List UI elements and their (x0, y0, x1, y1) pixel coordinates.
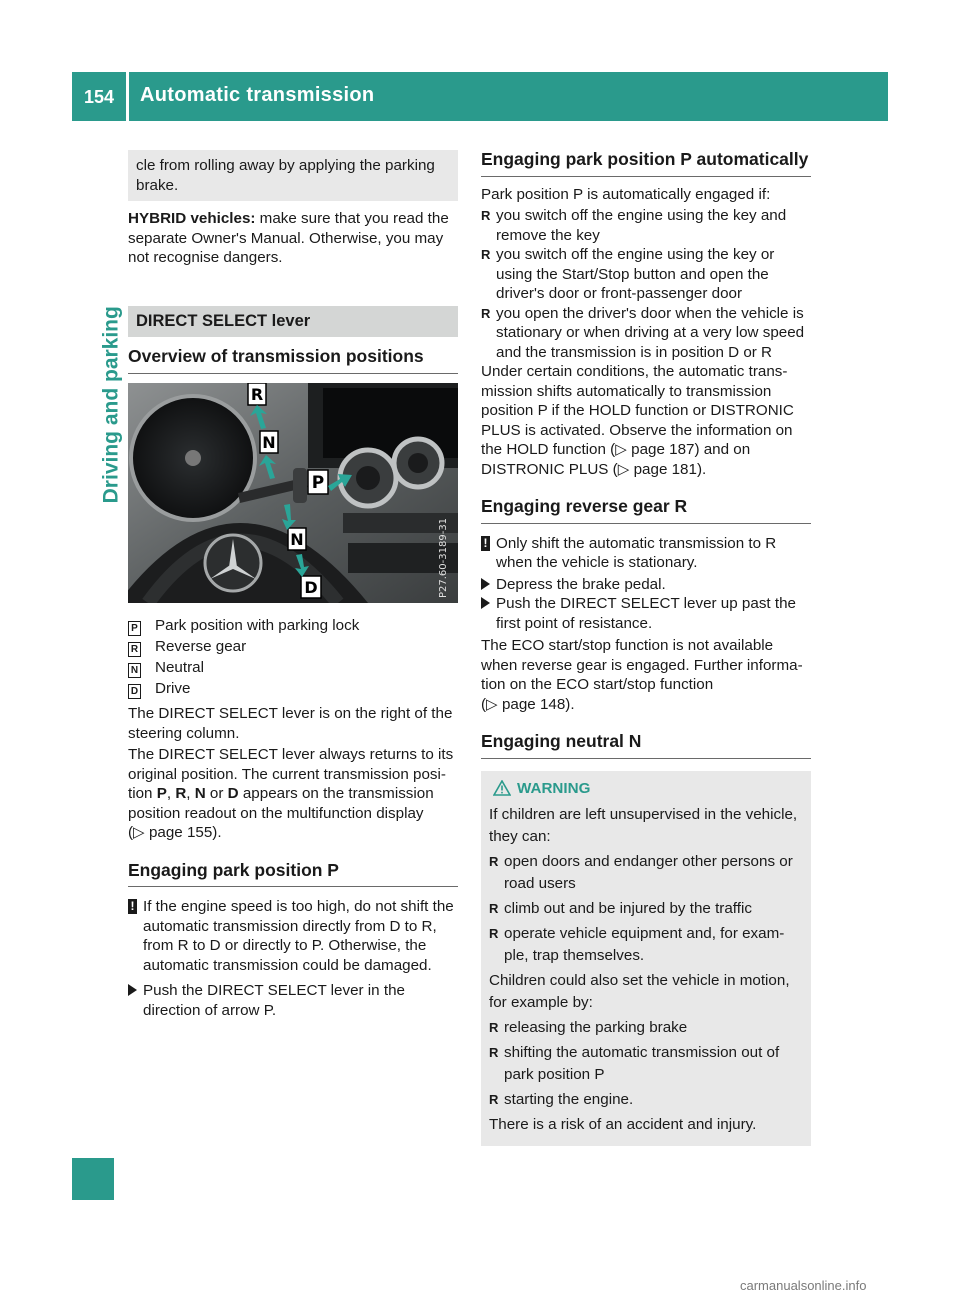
left-column (128, 150, 458, 1020)
warning-mid: Children could also set the vehicle in motion, for example by: (489, 971, 790, 1011)
list-item: R releasing the parking brake (489, 1017, 803, 1039)
photo-label-n-top: N (262, 432, 276, 452)
page-number: 154 (84, 87, 115, 107)
step-text: Push the DIRECT SELECT lever in the direction of arrow P. (143, 982, 405, 1019)
legend-text: Reverse gear (155, 638, 247, 655)
position-r-icon: R (128, 642, 141, 657)
continued-text: cle from rolling away by applying the parking brake. (136, 157, 435, 194)
page-ref-link[interactable]: (▷ page 148). (481, 695, 575, 713)
lever-photo-illustration (128, 383, 458, 603)
step-arrow-icon (481, 578, 490, 590)
page-ref-link[interactable]: (▷ page 155). (128, 824, 222, 841)
step-push-lever (128, 981, 458, 1020)
warning-box (481, 771, 811, 1146)
step-arrow-icon (128, 984, 137, 996)
legend-text: Neutral (155, 659, 204, 676)
exclamation-icon: ! (128, 899, 137, 914)
photo-code: P27.60-3189-31 (438, 517, 449, 598)
legend-text: Drive (155, 680, 191, 697)
list-item: R open doors and endanger other persons or road users (489, 851, 803, 895)
position-d-icon: D (128, 684, 141, 699)
header-divider (126, 72, 129, 121)
legend-item (128, 616, 458, 637)
lever-location-text: The DIRECT SELECT lever is on the right of the steering column. (128, 705, 453, 742)
notice-engine-speed (128, 897, 458, 975)
auto-shift-paragraph: Under certain conditions, the automatic trans- mission shifts automatically to transmission position P if the HOLD function or DISTRONIC PLUS is activated. Observe the information on the HOLD function (▷ page 187) and on DISTRONIC PLUS (▷ page 181). (481, 363, 794, 478)
photo-label-d: D (304, 577, 318, 597)
legend-text: Park position with parking lock (155, 617, 360, 634)
photo-label-p: P (311, 472, 325, 493)
section-bar-direct-select: DIRECT SELECT lever (128, 306, 458, 338)
watermark: carmanualsonline.info (740, 1278, 867, 1293)
eco-text: The ECO start/stop function is not available when reverse gear is engaged. Further informa- tion on the ECO start/stop function (481, 637, 803, 693)
list-item: R operate vehicle equipment and, for exam- ple, trap themselves. (489, 923, 803, 967)
list-item: R you open the driver's door when the vehicle is stationary or when driving at a very low speed and the transmission is in position D or R (481, 304, 811, 363)
notice-text: If the engine speed is too high, do not shift the automatic transmission directly from D to R, from R to D or directly to P. Otherwise, the automatic transmission could be damaged. (143, 898, 454, 974)
warning-outro: There is a risk of an accident and injury. (489, 1115, 757, 1133)
warning-title (489, 777, 803, 801)
hybrid-text: make sure that you read the separate Owner's Manual. Otherwise, you may not recognise dangers. (128, 210, 449, 266)
legend-item (128, 658, 458, 679)
list-item: R you switch off the engine using the key and remove the key (481, 206, 811, 245)
warning-triangle-icon (493, 780, 511, 796)
warning-intro: If children are left unsupervised in the vehicle, they can: (489, 805, 798, 845)
lever-photo (128, 383, 458, 609)
sidebar-label-text: Driving and parking (99, 306, 123, 504)
lever-return-text-a: The DIRECT SELECT lever always returns to its original position. The current transmission posi- tion (128, 746, 454, 802)
park-auto-intro: Park position P is automatically engaged if: (481, 185, 771, 203)
chapter-title: Automatic transmission (140, 84, 375, 106)
position-p-icon: P (128, 621, 141, 636)
heading-park-auto: Engaging park position P automatically (481, 150, 811, 177)
step-text: Push the DIRECT SELECT lever up past the first point of resistance. (496, 595, 796, 632)
position-n-icon: N (128, 663, 141, 678)
lever-return-text-b: appears on the transmission position readout on the multifunction display (128, 785, 434, 822)
heading-neutral: Engaging neutral N (481, 732, 811, 759)
step-text: Depress the brake pedal. (496, 575, 666, 593)
eco-paragraph (481, 636, 811, 714)
list-item: R climb out and be injured by the traffic (489, 898, 803, 920)
list-item: R starting the engine. (489, 1089, 803, 1111)
sidebar-section-label (84, 295, 123, 525)
page-header (72, 72, 888, 121)
step-arrow-icon (481, 597, 490, 609)
heading-overview: Overview of transmission positions (128, 347, 458, 374)
heading-engaging-park: Engaging park position P (128, 861, 458, 888)
photo-label-r: R (250, 384, 264, 404)
notice-text: Only shift the automatic transmission to R when the vehicle is stationary. (496, 534, 777, 571)
list-item: R shifting the automatic transmission out of park position P (489, 1042, 803, 1086)
right-column (481, 150, 811, 1146)
heading-reverse: Engaging reverse gear R (481, 497, 811, 524)
exclamation-icon: ! (481, 536, 490, 551)
continued-note-box (128, 150, 458, 201)
sidebar-tab-block (72, 1158, 114, 1200)
warning-title-text: WARNING (517, 779, 591, 797)
notice-reverse (481, 534, 811, 573)
hybrid-paragraph (128, 209, 458, 268)
lever-return-text: The DIRECT SELECT lever always returns to its original position. The current transmission posi- tion P, R, N or D appears on the transmission position readout on the multifunction display (▷ page 155). (128, 746, 454, 841)
legend-item (128, 679, 458, 700)
hybrid-label: HYBRID vehicles: (128, 210, 256, 227)
photo-label-n-bottom: N (290, 529, 304, 549)
legend-item (128, 637, 458, 658)
step-push-up (481, 594, 811, 633)
position-legend (128, 616, 458, 700)
list-item: R you switch off the engine using the key or using the Start/Stop button and open the driver's door or front-passenger door (481, 245, 811, 304)
step-brake (481, 575, 811, 595)
